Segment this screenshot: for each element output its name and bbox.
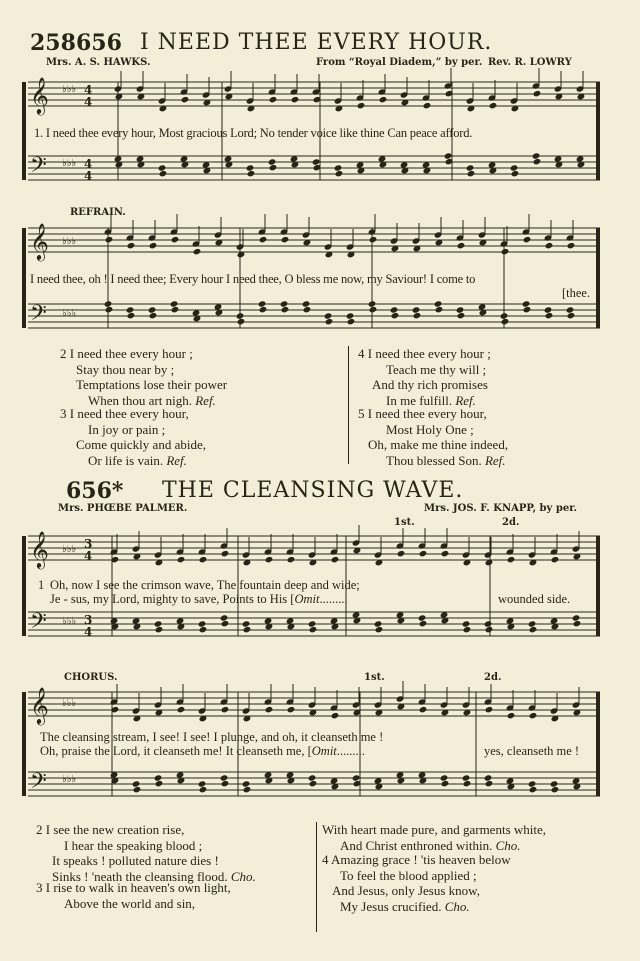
note-head — [331, 712, 340, 719]
note-head — [269, 96, 278, 103]
note-head — [357, 102, 366, 109]
svg-text:4: 4 — [84, 549, 93, 563]
note-head — [500, 312, 509, 319]
note-head — [413, 312, 422, 319]
note-head — [243, 786, 252, 793]
hymn-number-2: 656* — [66, 478, 124, 504]
note-head — [529, 712, 538, 719]
note-head — [308, 620, 317, 627]
note-head — [462, 774, 471, 781]
hymn-number: 656 — [76, 30, 122, 56]
note-head — [528, 780, 537, 787]
note-head — [170, 300, 179, 307]
refrain-label: REFRAIN. — [70, 207, 126, 218]
chorus-line-b: Oh, praise the Lord, it cleanseth me! It cleanseth me, [Omit......... — [40, 744, 365, 758]
note-head — [419, 706, 428, 713]
refrain-lyric-end: [thee. — [562, 286, 591, 300]
note-head — [221, 780, 230, 787]
note-head — [199, 556, 208, 563]
note-head — [545, 242, 554, 249]
note-head — [181, 96, 190, 103]
note-head — [133, 786, 142, 793]
svg-text:♭♭♭: ♭♭♭ — [62, 774, 77, 785]
chorus-first-ending: 1st. — [364, 672, 385, 683]
note-head — [566, 306, 575, 313]
svg-text:♭♭♭: ♭♭♭ — [62, 158, 77, 169]
svg-text:4: 4 — [84, 169, 93, 183]
note-head — [198, 620, 207, 627]
note-head — [522, 300, 531, 307]
note-head — [198, 780, 207, 787]
note-head — [485, 626, 494, 633]
composer: Rev. R. LOWRY — [488, 57, 572, 68]
hymn-title: I NEED THEE EVERY HOUR. — [140, 30, 493, 55]
note-head — [281, 306, 290, 313]
note-head — [551, 556, 560, 563]
note-head — [440, 774, 449, 781]
lyric-wounded: wounded side. — [498, 592, 571, 606]
note-head — [441, 550, 450, 557]
note-head — [375, 626, 384, 633]
note-head — [154, 774, 163, 781]
note-head — [242, 620, 251, 627]
note-head — [158, 164, 167, 171]
note-head — [159, 170, 168, 177]
note-head — [149, 312, 158, 319]
svg-text:𝄞: 𝄞 — [30, 222, 49, 260]
note-head — [573, 620, 582, 627]
note-head — [258, 300, 267, 307]
note-head — [390, 306, 399, 313]
note-head — [457, 312, 466, 319]
note-head — [149, 242, 158, 249]
note-head — [572, 614, 581, 621]
note-head — [334, 164, 343, 171]
note-head — [485, 780, 494, 787]
verse-5: 5 I need thee every hour, Most Holy One ; Oh, make me thine indeed, Thou blessed Son. Ref. — [358, 406, 509, 468]
note-head — [418, 614, 427, 621]
note-head — [523, 236, 532, 243]
note-head — [104, 300, 113, 307]
chorus-second-ending: 2d. — [484, 672, 502, 683]
note-head — [463, 626, 472, 633]
note-head — [193, 248, 202, 255]
note-head — [374, 620, 383, 627]
note-head — [457, 242, 466, 249]
note-head — [246, 164, 255, 171]
verse-2b: 2 I see the new creation rise, I hear the speaking blood ; It speaks ! polluted nature dies ! Sinks ! 'neath the cleansing flood. Cho. — [36, 822, 256, 884]
svg-text:3: 3 — [84, 537, 93, 551]
note-head — [462, 620, 471, 627]
note-head — [127, 242, 136, 249]
note-head — [444, 152, 453, 159]
note-head — [368, 300, 377, 307]
second-ending-label: 2d. — [502, 517, 520, 528]
svg-text:𝄢: 𝄢 — [30, 769, 47, 799]
svg-text:♭♭♭: ♭♭♭ — [62, 544, 77, 555]
note-head — [544, 306, 553, 313]
note-head — [148, 306, 157, 313]
note-head — [291, 96, 300, 103]
note-head — [369, 306, 378, 313]
note-head — [441, 780, 450, 787]
author: Mrs. A. S. HAWKS. — [46, 57, 151, 68]
note-head — [308, 774, 317, 781]
note-head — [105, 236, 114, 243]
note-head — [171, 236, 180, 243]
svg-text:4: 4 — [84, 157, 93, 171]
note-head — [132, 780, 141, 787]
verse-right: With heart made pure, and garments white, And Christ enthroned within. Cho. — [322, 822, 547, 853]
note-head — [466, 164, 475, 171]
first-ending-label: 1st. — [394, 517, 415, 528]
note-head — [154, 620, 163, 627]
note-head — [567, 242, 576, 249]
note-head — [247, 170, 256, 177]
note-head — [259, 306, 268, 313]
lyric-line-b: Je - sus, my Lord, mighty to save, Points to His [Omit......... — [50, 592, 348, 606]
chorus-end: yes, cleanseth me ! — [484, 744, 580, 758]
svg-text:𝄢: 𝄢 — [30, 609, 47, 639]
page-number: 258 — [30, 30, 76, 56]
note-head — [545, 312, 554, 319]
verse-number: 1 — [38, 578, 45, 592]
chorus-label: CHORUS. — [64, 672, 118, 683]
note-head — [221, 620, 230, 627]
note-head — [287, 556, 296, 563]
note-head — [324, 312, 333, 319]
note-head — [199, 786, 208, 793]
svg-text:𝄢: 𝄢 — [30, 301, 47, 331]
svg-text:4: 4 — [84, 83, 93, 97]
note-head — [467, 170, 476, 177]
note-head — [529, 626, 538, 633]
note-head — [507, 712, 516, 719]
svg-text:4: 4 — [84, 625, 93, 639]
note-head — [237, 318, 246, 325]
note-head — [265, 556, 274, 563]
verse-3: 3 I need thee every hour, In joy or pain ; Come quickly and abide, Or life is vain. Ref. — [60, 406, 206, 468]
svg-text:♭♭♭: ♭♭♭ — [62, 698, 77, 709]
svg-text:3: 3 — [84, 613, 93, 627]
note-head — [533, 158, 542, 165]
svg-text:♭♭♭: ♭♭♭ — [62, 84, 77, 95]
note-head — [155, 626, 164, 633]
note-head — [501, 318, 510, 325]
note-head — [419, 620, 428, 627]
note-head — [309, 780, 318, 787]
note-head — [489, 102, 498, 109]
svg-text:♭♭♭: ♭♭♭ — [62, 616, 77, 627]
note-head — [456, 306, 465, 313]
note-head — [177, 556, 186, 563]
note-head — [529, 786, 538, 793]
svg-text:♭♭♭: ♭♭♭ — [62, 308, 77, 319]
note-head — [391, 312, 400, 319]
note-head — [523, 306, 532, 313]
note-head — [242, 780, 251, 787]
note-head — [397, 550, 406, 557]
verse-4b: 4 Amazing grace ! 'tis heaven below To feel the blood applied ; And Jesus, only Jesus know, My Jesus crucified. Cho. — [322, 852, 511, 914]
refrain-lyric: I need thee, oh ! I need thee; Every hour I need thee, O bless me now, my Saviour! I come to — [30, 272, 476, 286]
svg-text:𝄞: 𝄞 — [30, 530, 49, 568]
note-head — [501, 248, 510, 255]
note-head — [220, 774, 229, 781]
note-head — [485, 706, 494, 713]
svg-text:4: 4 — [84, 95, 93, 109]
note-head — [528, 620, 537, 627]
note-head — [423, 102, 432, 109]
verse-1-lyric: 1. I need thee every hour, Most gracious Lord; No tender voice like thine Can peace afford. — [34, 126, 473, 140]
note-head — [369, 236, 378, 243]
staff-2-bass — [28, 304, 600, 328]
note-head — [105, 306, 114, 313]
note-head — [268, 158, 277, 165]
note-head — [347, 318, 356, 325]
note-head — [302, 300, 311, 307]
note-head — [127, 312, 136, 319]
note-head — [126, 306, 135, 313]
author-2: Mrs. PHŒBE PALMER. — [58, 503, 188, 514]
note-head — [221, 706, 230, 713]
staff-2-treble — [28, 228, 600, 252]
note-head — [434, 300, 443, 307]
note-head — [280, 300, 289, 307]
chorus-line-a: The cleansing stream, I see! I see! I plunge, and oh, it cleanseth me ! — [40, 730, 384, 744]
lyric-line-a: Oh, now I see the crimson wave, The fountain deep and wide; — [50, 578, 360, 592]
verse-2: 2 I need thee every hour ; Stay thou near by ; Temptations lose their power When thou art nigh. Ref. — [60, 346, 228, 408]
note-head — [220, 614, 229, 621]
note-head — [177, 706, 186, 713]
note-head — [507, 556, 516, 563]
note-head — [550, 780, 559, 787]
note-head — [221, 550, 230, 557]
verse-divider — [348, 346, 349, 464]
composer-2: Mrs. JOS. F. KNAPP, by per. — [424, 503, 578, 514]
svg-text:𝄞: 𝄞 — [30, 76, 49, 114]
note-head — [532, 152, 541, 159]
note-head — [236, 312, 245, 319]
note-head — [379, 96, 388, 103]
source: From “Royal Diadem,” by per. — [316, 57, 483, 68]
note-head — [287, 706, 296, 713]
note-head — [511, 170, 520, 177]
note-head — [171, 306, 180, 313]
note-head — [309, 626, 318, 633]
verse-4: 4 I need thee every hour ; Teach me thy will ; And thy rich promises In me fulfill. Ref. — [358, 346, 491, 408]
svg-text:𝄢: 𝄢 — [30, 153, 47, 183]
note-head — [435, 306, 444, 313]
note-head — [312, 158, 321, 165]
note-head — [510, 164, 519, 171]
note-head — [412, 306, 421, 313]
verse-divider-2 — [316, 822, 317, 932]
note-head — [346, 312, 355, 319]
verse-3b: 3 I rise to walk in heaven's own light, Above the world and sin, — [36, 880, 231, 911]
note-head — [484, 620, 493, 627]
note-head — [533, 90, 542, 97]
note-head — [484, 774, 493, 781]
note-head — [269, 164, 278, 171]
note-head — [155, 780, 164, 787]
note-head — [331, 556, 340, 563]
note-head — [265, 706, 274, 713]
note-head — [567, 312, 576, 319]
note-head — [463, 780, 472, 787]
note-head — [335, 170, 344, 177]
note-head — [199, 626, 208, 633]
svg-text:𝄞: 𝄞 — [30, 686, 49, 724]
note-head — [419, 550, 428, 557]
note-head — [325, 318, 334, 325]
note-head — [551, 786, 560, 793]
note-head — [243, 626, 252, 633]
svg-text:♭♭♭: ♭♭♭ — [62, 236, 77, 247]
note-head — [352, 774, 361, 781]
note-head — [303, 306, 312, 313]
note-head — [281, 236, 290, 243]
hymn-title-2: THE CLEANSING WAVE. — [162, 478, 464, 503]
note-head — [259, 236, 268, 243]
